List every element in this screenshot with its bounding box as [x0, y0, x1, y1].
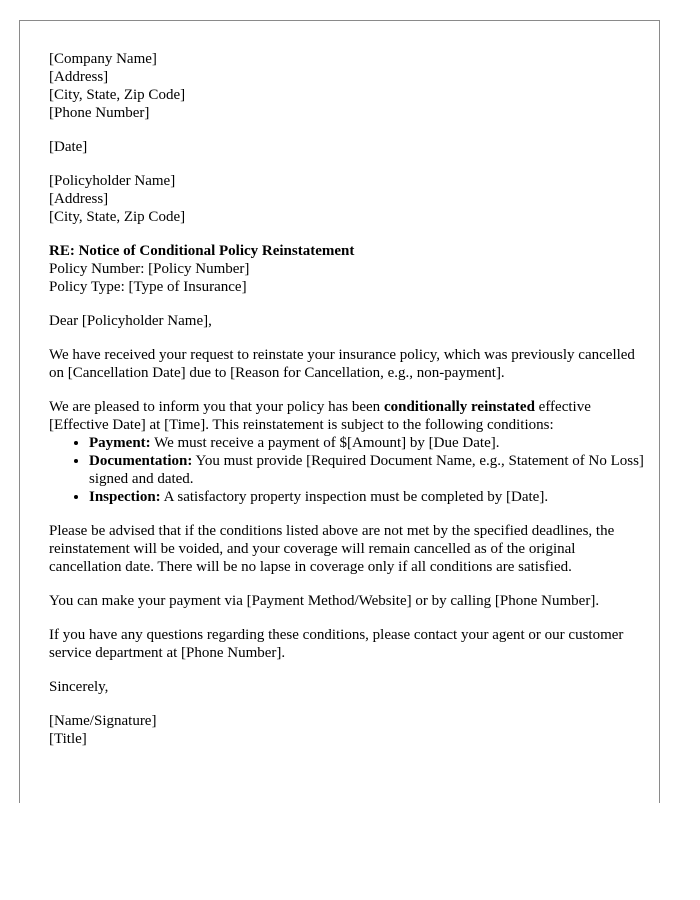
subject-line: RE: Notice of Conditional Policy Reinstatement [49, 243, 355, 259]
letter-date: [Date] [49, 139, 88, 155]
condition-text: A satisfactory property inspection must be completed by [Date]. [160, 489, 549, 505]
paragraph-contact: If you have any questions regarding these conditions, please contact your agent or our customer service department at [Phone Number]. [49, 627, 624, 661]
letter-page [19, 20, 660, 803]
letter-body [49, 50, 649, 748]
condition-label: Documentation: [89, 453, 193, 469]
paragraph-advisory: Please be advised that if the conditions listed above are not met by the specified deadlines, the reinstatement will be voided, and your coverage will remain cancelled as of the original cancellation date. There will be no lapse in coverage only if all conditions are satisfied. [49, 523, 615, 575]
salutation: Dear [Policyholder Name], [49, 313, 212, 329]
condition-text: You must provide [Required Document Name, e.g., Statement of No Loss] signed and dated. [89, 453, 644, 487]
recipient-address: [Address] [49, 191, 109, 207]
paragraph-payment: You can make your payment via [Payment Method/Website] or by calling [Phone Number]. [49, 593, 600, 609]
paragraph-reinstated-tail: effective [Effective Date] at [Time]. This reinstatement is subject to the following conditions: [49, 399, 591, 433]
sender-company: [Company Name] [49, 51, 157, 67]
recipient-city-state-zip: [City, State, Zip Code] [49, 209, 186, 225]
signature-title: [Title] [49, 731, 87, 747]
sender-city-state-zip: [City, State, Zip Code] [49, 87, 186, 103]
condition-label: Inspection: [89, 489, 161, 505]
reinstated-emphasis: conditionally reinstated [383, 399, 535, 415]
paragraph-reinstated [49, 398, 649, 434]
condition-label: Payment: [89, 435, 151, 451]
sender-phone: [Phone Number] [49, 105, 150, 121]
condition-text: We must receive a payment of $[Amount] by [Due Date]. [150, 435, 500, 451]
paragraph-reinstated-lead: We are pleased to inform you that your policy has been [49, 399, 384, 415]
signature-block [49, 712, 649, 748]
condition-item [89, 452, 649, 488]
condition-item [89, 488, 649, 506]
policy-number: Policy Number: [Policy Number] [49, 261, 250, 277]
signature-name: [Name/Signature] [49, 713, 157, 729]
sender-block [49, 50, 649, 122]
paragraph-request: We have received your request to reinstate your insurance policy, which was previously cancelled on [Cancellation Date] due to [Reason for Cancellation, e.g., non-payment]. [49, 347, 635, 381]
recipient-name: [Policyholder Name] [49, 173, 176, 189]
policy-type: Policy Type: [Type of Insurance] [49, 279, 247, 295]
subject-block [49, 242, 649, 296]
sender-address: [Address] [49, 69, 109, 85]
closing: Sincerely, [49, 679, 109, 695]
condition-item [89, 434, 649, 452]
recipient-block [49, 172, 649, 226]
conditions-list [49, 434, 649, 506]
